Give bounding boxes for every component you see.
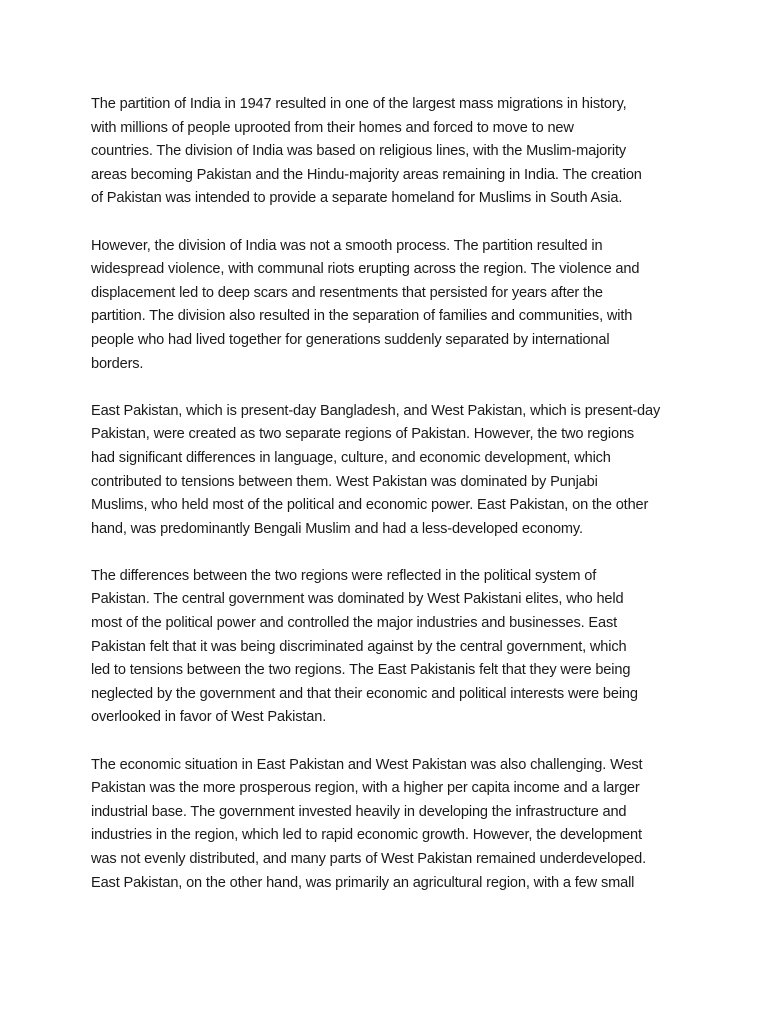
paragraph-political-differences: The differences between the two regions were reflected in the political system of Pakistan. The central government was dominated by West Pakistani elites, who held most of the political power and controlled the major industries and businesses. East Pakistan felt that it was being discriminated against by the central government, which led to tensions between the two regions. The East Pakistanis felt that they were being neglected by the government and that their economic and political interests were being overlooked in favor of West Pakistan. — [91, 567, 638, 726]
paragraph-east-west-pakistan: East Pakistan, which is present-day Bangladesh, and West Pakistan, which is present-day Pakistan, were created as two separate regions of Pakistan. However, the two regions had significant differences in language, culture, and economic development, which contributed to tensions between them. West Pakistan was dominated by Punjabi Muslims, who held most of the political and economic power. East Pakistan, on the other hand, was predominantly Bengali Muslim and had a less-developed economy. — [91, 402, 661, 537]
document-body — [91, 93, 681, 919]
paragraph-partition-overview: The partition of India in 1947 resulted in one of the largest mass migrations in history, with millions of people uprooted from their homes and forced to move to new countries. The division of India was based on religious lines, with the Muslim-majority areas becoming Pakistan and the Hindu-majority areas remaining in India. The creation of Pakistan was intended to provide a separate homeland for Muslims in South Asia. — [91, 96, 642, 207]
paragraph-economic-situation: The economic situation in East Pakistan and West Pakistan was also challenging. West Pakistan was the more prosperous region, with a higher per capita income and a larger industrial base. The government invested heavily in developing the infrastructure and industries in the region, which led to rapid economic growth. However, the development was not evenly distributed, and many parts of West Pakistan remained underdeveloped. East Pakistan, on the other hand, was primarily an agricultural region, with a few small — [91, 756, 646, 891]
paragraph-partition-violence: However, the division of India was not a smooth process. The partition resulted in widespread violence, with communal riots erupting across the region. The violence and displacement led to deep scars and resentments that persisted for years after the partition. The division also resulted in the separation of families and communities, with people who had lived together for generations suddenly separated by international borders. — [91, 237, 640, 372]
